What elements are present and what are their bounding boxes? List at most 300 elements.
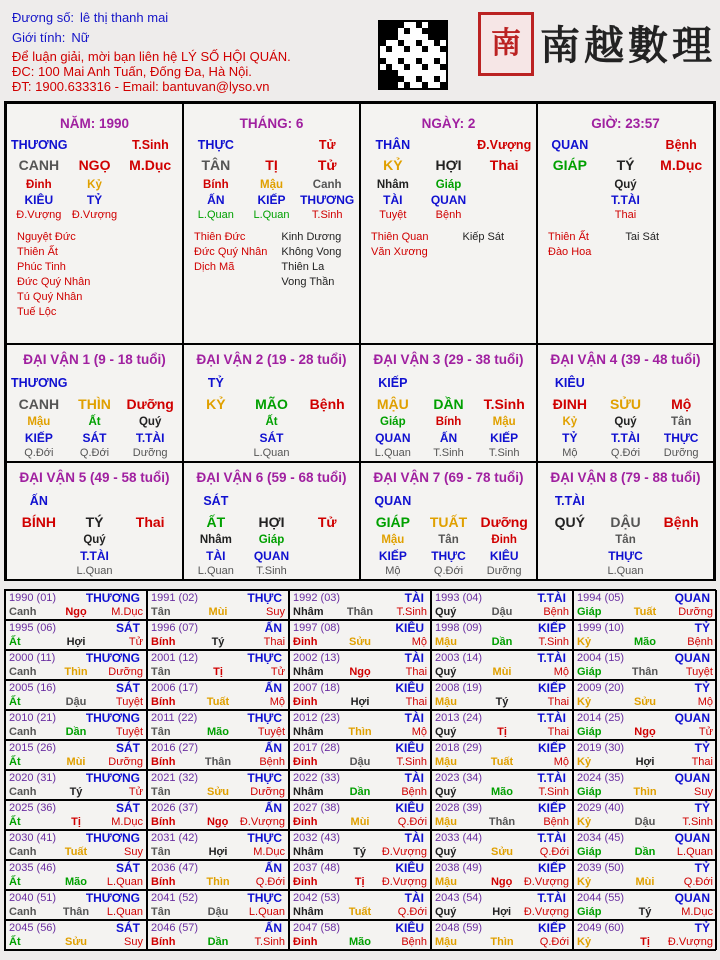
palace-cell	[542, 565, 598, 577]
year-can: Canh	[9, 906, 37, 918]
year-thap-than: KIÊU	[395, 621, 424, 635]
palace-cell: Mậu	[27, 416, 51, 428]
year-can-chi	[435, 816, 569, 828]
palace-cell: Mậu	[492, 416, 516, 428]
palace-cell	[653, 534, 709, 546]
year-phase: Suy	[124, 936, 144, 948]
year-label: 1995 (06)	[9, 622, 57, 634]
year-label: 2034 (45)	[577, 832, 625, 844]
year-phase: T.Sinh	[396, 756, 428, 768]
year-label: 2049 (60)	[577, 922, 625, 934]
year-can: Nhâm	[293, 906, 324, 918]
pillar-title: NGÀY: 2	[421, 116, 476, 131]
contact-line-1: Để luận giải, mời bạn liên hệ LÝ SỐ HỘI QUÁN.	[12, 49, 291, 64]
palace-cell: Bệnh	[663, 514, 699, 530]
year-can: Bính	[151, 876, 176, 888]
qr-module	[440, 82, 446, 88]
year-cell	[147, 860, 289, 890]
year-thap-than: THỰC	[247, 591, 282, 605]
year-cell	[431, 800, 573, 830]
year-phase: Tử	[270, 666, 286, 678]
year-label: 2016 (27)	[151, 742, 199, 754]
year-can: Quý	[435, 726, 457, 738]
year-cell	[5, 830, 147, 860]
year-phase: Bệnh	[401, 936, 428, 948]
year-thap-than: THỰC	[247, 891, 282, 905]
dai-van-top: ẤN	[29, 494, 48, 508]
dai-van-top: THƯƠNG	[11, 376, 68, 390]
year-can: Đinh	[293, 816, 318, 828]
year-thap-than: KIÊU	[395, 861, 424, 875]
year-cell	[289, 920, 431, 950]
palace-cell: Ất	[265, 416, 278, 428]
year-cell	[289, 620, 431, 650]
year-chi: Tuất	[348, 906, 372, 918]
palace-cell	[542, 534, 598, 546]
star-column	[548, 230, 591, 260]
year-cell	[289, 830, 431, 860]
dai-van-title: ĐẠI VẬN 4 (39 - 48 tuổi)	[550, 352, 701, 367]
year-can-chi	[293, 906, 427, 918]
palace-row	[11, 416, 178, 428]
year-thap-than: TỶ	[694, 921, 710, 935]
year-cell	[573, 860, 717, 890]
year-cell	[431, 650, 573, 680]
year-phase: Thai	[547, 726, 570, 738]
year-phase: Thai	[405, 666, 428, 678]
star-name: Tú Quý Nhân	[17, 291, 83, 303]
star-column	[17, 230, 90, 320]
year-can: Kỷ	[577, 876, 592, 888]
palace-cell: DẬU	[610, 514, 641, 530]
year-label: 2037 (48)	[293, 862, 341, 874]
dai-van-thap-than	[11, 494, 178, 508]
year-label: 2048 (59)	[435, 922, 483, 934]
dai-van-8	[537, 462, 714, 581]
year-can-chi	[435, 636, 569, 648]
year-label: 2032 (43)	[293, 832, 341, 844]
year-cell	[431, 890, 573, 920]
year-label: 2011 (22)	[151, 712, 198, 724]
year-label: 2005 (16)	[9, 682, 57, 694]
palace-cell: THÌN	[78, 396, 111, 412]
pillar-title: GIỜ: 23:57	[591, 116, 660, 131]
year-label: 2026 (37)	[151, 802, 199, 814]
year-thap-than: TÀI	[404, 771, 424, 785]
year-thap-than: THƯƠNG	[85, 831, 140, 845]
year-can: Kỷ	[577, 936, 592, 948]
year-label: 2000 (11)	[9, 652, 56, 664]
palace-cell	[653, 179, 709, 191]
year-thap-than: ẤN	[264, 621, 282, 635]
year-chi: Hợi	[492, 906, 512, 918]
year-can-chi	[435, 846, 569, 858]
year-can-chi	[577, 636, 713, 648]
year-phase: Tử	[128, 636, 144, 648]
year-can: Nhâm	[293, 786, 324, 798]
year-thap-than: SÁT	[116, 621, 140, 635]
year-chi: Dậu	[207, 906, 229, 918]
palace-cell: KIẾP	[378, 549, 407, 563]
spacer	[421, 494, 477, 508]
palace-cell: Tử	[318, 138, 336, 152]
year-chi: Tý	[211, 636, 225, 648]
year-cell	[573, 620, 717, 650]
year-can: Kỷ	[577, 636, 592, 648]
palace-row	[365, 209, 532, 221]
year-label: 1991 (02)	[151, 592, 199, 604]
pillar-title: NĂM: 1990	[59, 116, 130, 131]
year-can-chi	[577, 816, 713, 828]
year-can: Tân	[151, 726, 171, 738]
year-can-chi	[577, 906, 713, 918]
palace-cell: DẦN	[433, 396, 464, 412]
year-phase: Đ.Vượng	[523, 876, 569, 888]
year-label: 2001 (12)	[151, 652, 199, 664]
palace-cell	[476, 193, 532, 207]
year-can: Giáp	[577, 666, 602, 678]
palace-cell: THƯƠNG	[11, 138, 68, 152]
year-label: 2014 (25)	[577, 712, 625, 724]
year-chi: Tuất	[64, 846, 88, 858]
year-phase: Mộ	[269, 696, 286, 708]
palace-cell: T.Sinh	[131, 138, 169, 152]
year-cell	[289, 890, 431, 920]
year-can-chi	[293, 756, 427, 768]
palace-cell	[299, 549, 355, 563]
year-can-chi	[435, 876, 569, 888]
year-cell	[147, 710, 289, 740]
year-thap-than: TÀI	[404, 651, 424, 665]
palace-cell: ẤN	[207, 193, 225, 207]
year-can: Nhâm	[293, 726, 324, 738]
year-can-chi	[293, 846, 427, 858]
year-label: 2008 (19)	[435, 682, 483, 694]
year-cell	[147, 830, 289, 860]
year-can-chi	[293, 726, 427, 738]
spacer	[299, 376, 355, 390]
year-cell	[147, 770, 289, 800]
star-list	[548, 230, 659, 260]
year-chi: Ngọ	[490, 876, 513, 888]
year-chi: Mão	[207, 726, 229, 738]
dai-van-title: ĐẠI VẬN 2 (19 - 28 tuổi)	[196, 352, 347, 367]
palace-cell: T.TÀI	[611, 193, 640, 207]
qr-module	[404, 82, 410, 88]
year-label: 2041 (52)	[151, 892, 199, 904]
year-phase: Bệnh	[259, 756, 286, 768]
palace-cell	[299, 565, 355, 577]
year-can: Kỷ	[577, 696, 592, 708]
year-can-chi	[435, 786, 569, 798]
year-cell	[431, 590, 573, 620]
year-label: 2030 (41)	[9, 832, 57, 844]
year-chi: Tuất	[490, 756, 514, 768]
year-can: Giáp	[577, 906, 602, 918]
year-can-chi	[293, 606, 427, 618]
year-chi: Thân	[488, 816, 516, 828]
year-label: 2010 (21)	[9, 712, 57, 724]
qr-module	[422, 64, 428, 70]
year-thap-than: TÀI	[404, 711, 424, 725]
year-label: 2025 (36)	[9, 802, 57, 814]
year-phase: Đ.Vượng	[667, 936, 713, 948]
year-thap-than: T.TÀI	[537, 891, 566, 905]
year-can-chi	[9, 756, 143, 768]
year-label: 2038 (49)	[435, 862, 483, 874]
year-can: Ất	[9, 696, 21, 708]
year-phase: T.Sinh	[538, 636, 570, 648]
palace-row	[11, 138, 178, 152]
year-cell	[431, 680, 573, 710]
palace-cell: HỢI	[435, 157, 462, 173]
palace-row	[542, 138, 709, 152]
palace-cell: Ất	[88, 416, 101, 428]
year-chi: Sửu	[348, 636, 372, 648]
palace-row	[365, 565, 532, 577]
palace-cell	[542, 193, 598, 207]
year-chi: Thân	[631, 666, 659, 678]
year-chi: Dậu	[349, 756, 371, 768]
palace-cell: Tuyệt	[379, 209, 407, 221]
year-thap-than: T.TÀI	[537, 771, 566, 785]
pillar-1	[6, 103, 183, 344]
spacer	[476, 494, 532, 508]
year-label: 1994 (05)	[577, 592, 625, 604]
year-chi: Mùi	[635, 876, 655, 888]
year-can-chi	[293, 936, 427, 948]
dai-van-top: SÁT	[203, 494, 229, 508]
year-phase: Suy	[124, 846, 144, 858]
palace-cell: Bính	[435, 416, 462, 428]
palace-cell: TỶ	[86, 193, 103, 207]
gender-line: Giới tính: Nữ	[12, 30, 90, 45]
palace-cell: Q.Đới	[24, 447, 54, 459]
year-can-chi	[9, 876, 143, 888]
year-can: Canh	[9, 606, 37, 618]
year-phase: L.Quan	[676, 846, 713, 858]
year-can-chi	[151, 816, 285, 828]
year-label: 2024 (35)	[577, 772, 625, 784]
year-cell	[573, 740, 717, 770]
year-label: 2029 (40)	[577, 802, 625, 814]
palace-cell: Mộ	[671, 396, 692, 412]
year-chi: Ngọ	[349, 666, 371, 678]
dai-van-top: T.TÀI	[554, 494, 585, 508]
year-can: Đinh	[293, 696, 318, 708]
palace-cell: TÀI	[383, 193, 403, 207]
pillar-title: THÁNG: 6	[239, 116, 304, 131]
star-column	[625, 230, 659, 260]
star-list	[194, 230, 341, 290]
year-cell	[147, 800, 289, 830]
year-phase: Dưỡng	[108, 666, 144, 678]
palace-cell: QUAN	[430, 193, 467, 207]
spacer	[299, 494, 355, 508]
dai-van-5	[6, 462, 183, 581]
palace-cell: Dưỡng	[486, 565, 522, 577]
palace-cell: Mộ	[562, 447, 578, 459]
dai-van-title: ĐẠI VẬN 3 (29 - 38 tuổi)	[373, 352, 524, 367]
year-can: Mậu	[435, 876, 457, 888]
dai-van-thap-than	[542, 376, 709, 390]
palace-cell	[299, 431, 355, 445]
chart-grid	[4, 101, 716, 581]
palace-cell: BÍNH	[21, 514, 56, 530]
palace-row	[11, 431, 178, 445]
year-can-chi	[9, 936, 143, 948]
palace-cell: Dưỡng	[126, 396, 174, 412]
pillar-4	[537, 103, 714, 344]
year-cell	[289, 740, 431, 770]
palace-cell	[11, 549, 67, 563]
palace-cell: GIÁP	[552, 157, 587, 173]
year-can-chi	[151, 606, 285, 618]
year-chi: Sửu	[490, 846, 514, 858]
dai-van-thap-than	[188, 494, 355, 508]
palace-cell: Kỷ	[562, 416, 578, 428]
star-name: Tai Sát	[625, 231, 660, 243]
palace-cell	[188, 416, 244, 428]
year-can: Đinh	[293, 636, 318, 648]
year-can-chi	[577, 696, 713, 708]
palace-cell: L.Quan	[374, 447, 411, 459]
palace-cell	[244, 138, 300, 152]
palace-row	[365, 431, 532, 445]
year-phase: Tuyệt	[257, 726, 286, 738]
year-label: 2040 (51)	[9, 892, 57, 904]
year-can: Đinh	[293, 936, 318, 948]
palace-row	[542, 565, 709, 577]
year-can: Canh	[9, 846, 37, 858]
palace-cell: Dưỡng	[132, 447, 168, 459]
palace-cell: Thai	[135, 514, 165, 530]
year-phase: T.Sinh	[254, 936, 286, 948]
palace-cell: Nhâm	[376, 179, 409, 191]
palace-row	[188, 549, 355, 563]
year-can: Mậu	[435, 936, 457, 948]
year-label: 2028 (39)	[435, 802, 483, 814]
year-can-chi	[9, 606, 143, 618]
year-can-chi	[435, 696, 569, 708]
year-thap-than: TỶ	[694, 681, 710, 695]
palace-cell	[476, 209, 532, 221]
palace-cell: T.TÀI	[80, 549, 109, 563]
star-name: Kinh Dương	[281, 231, 342, 243]
palace-cell: QUAN	[253, 549, 290, 563]
spacer	[598, 376, 654, 390]
palace-row	[11, 565, 178, 577]
year-phase: Đ.Vượng	[381, 876, 427, 888]
dai-van-title: ĐẠI VẬN 6 (59 - 68 tuổi)	[196, 470, 347, 485]
year-cell	[5, 710, 147, 740]
palace-cell: MÃO	[255, 396, 288, 412]
palace-row	[188, 514, 355, 530]
year-can: Quý	[435, 786, 457, 798]
year-thap-than: TỶ	[694, 621, 710, 635]
year-chi: Ngọ	[634, 726, 656, 738]
palace-cell: T.TÀI	[611, 431, 640, 445]
year-thap-than: KIÊU	[395, 741, 424, 755]
palace-row	[188, 534, 355, 546]
palace-row	[365, 157, 532, 173]
year-can-chi	[151, 696, 285, 708]
year-phase: Tuyệt	[115, 726, 144, 738]
year-cell	[289, 710, 431, 740]
year-thap-than: KIẾP	[537, 921, 566, 935]
year-can: Bính	[151, 696, 176, 708]
year-can-chi	[9, 786, 143, 798]
year-cell	[289, 800, 431, 830]
year-cell	[5, 890, 147, 920]
palace-cell: Dưỡng	[480, 514, 528, 530]
year-chi: Mão	[65, 876, 87, 888]
palace-row	[11, 549, 178, 563]
star-column	[462, 230, 504, 260]
spacer	[123, 376, 178, 390]
year-can-chi	[577, 606, 713, 618]
year-phase: Đ.Vượng	[381, 846, 427, 858]
qr-module	[404, 28, 410, 34]
palace-cell	[67, 138, 122, 152]
palace-cell: L.Quan	[253, 209, 290, 221]
year-can-chi	[9, 906, 143, 918]
dai-van-thap-than	[188, 376, 355, 390]
year-cell	[289, 650, 431, 680]
palace-cell: QUAN	[375, 431, 411, 445]
palace-cell	[122, 209, 178, 221]
year-label: 2021 (32)	[151, 772, 199, 784]
year-cell	[5, 860, 147, 890]
palace-row	[542, 447, 709, 459]
palace-cell: Mậu	[381, 534, 405, 546]
palace-cell	[11, 565, 67, 577]
year-can: Tân	[151, 666, 171, 678]
palace-cell: L.Quan	[253, 447, 290, 459]
year-thap-than: QUAN	[674, 831, 710, 845]
palace-cell	[598, 138, 654, 152]
star-name: Thiên Đức	[194, 231, 246, 243]
year-can-chi	[151, 636, 285, 648]
qr-module	[404, 64, 410, 70]
palace-cell: T.Sinh	[488, 447, 520, 459]
palace-cell	[476, 179, 532, 191]
palace-cell: Quý	[614, 416, 637, 428]
palace-cell: THỰC	[431, 549, 466, 563]
year-label: 2044 (55)	[577, 892, 625, 904]
year-can-chi	[293, 786, 427, 798]
year-label: 1990 (01)	[9, 592, 57, 604]
year-label: 2003 (14)	[435, 652, 483, 664]
year-can: Mậu	[435, 756, 457, 768]
star-name: Đức Quý Nhân	[17, 276, 91, 288]
year-thap-than: SÁT	[116, 741, 140, 755]
year-can: Bính	[151, 936, 176, 948]
year-can: Kỷ	[577, 756, 592, 768]
year-can-chi	[435, 756, 569, 768]
star-column	[281, 230, 341, 290]
year-can: Đinh	[293, 756, 318, 768]
star-list	[17, 230, 90, 320]
year-phase: Dưỡng	[678, 606, 713, 618]
palace-row	[542, 157, 709, 173]
year-label: 1998 (09)	[435, 622, 483, 634]
star-name: Không Vong	[281, 246, 342, 258]
year-cell	[147, 890, 289, 920]
owner-line: Đương số: lê thị thanh mai	[12, 10, 169, 25]
palace-cell: GIÁP	[375, 514, 410, 530]
palace-row	[542, 416, 709, 428]
